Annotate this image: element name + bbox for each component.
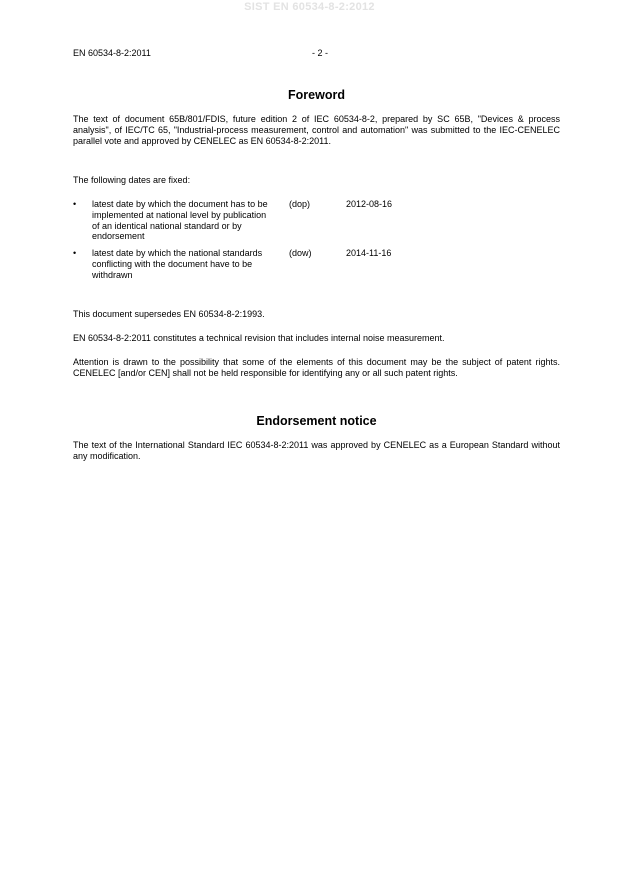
date-item-date: 2012-08-16 bbox=[346, 199, 393, 209]
date-item-abbr: (dow) bbox=[289, 248, 312, 258]
date-item-description: latest date by which the document has to be implemented at national level by publication of an identical national standard or by endorsement bbox=[92, 199, 268, 242]
dates-intro: The following dates are fixed: bbox=[73, 175, 191, 185]
date-item-date: 2014-11-16 bbox=[346, 248, 392, 258]
bullet-icon: • bbox=[73, 248, 77, 258]
date-item-description: latest date by which the national standards conflicting with the document have to be withdrawn bbox=[92, 248, 263, 280]
endorsement-paragraph: The text of the International Standard IEC 60534-8-2:2011 was approved by CENELEC as a European Standard without any modification. bbox=[73, 440, 560, 461]
supersedes-paragraph: This document supersedes EN 60534-8-2:1993. bbox=[73, 309, 265, 319]
page-number: - 2 - bbox=[311, 48, 328, 58]
revision-paragraph: EN 60534-8-2:2011 constitutes a technical revision that includes internal noise measurement. bbox=[73, 333, 445, 343]
watermark: SIST EN 60534-8-2:2012 bbox=[244, 1, 375, 13]
date-item-abbr: (dop) bbox=[289, 199, 311, 209]
endorsement-heading: Endorsement notice bbox=[256, 414, 377, 428]
patent-notice-paragraph: Attention is drawn to the possibility that some of the elements of this document may be the subject of patent rights. CENELEC [and/or CEN] shall not be held responsible for identifying any or all such patent rights. bbox=[73, 357, 560, 378]
foreword-intro-paragraph: The text of document 65B/801/FDIS, future edition 2 of IEC 60534-8-2, prepared by SC 65B, "Devices & process analysis", of IEC/TC 65, "Industrial-process measurement, control and automation" was submitted to the IEC-CENELEC parallel vote and approved by CENELEC as EN 60534-8-2:2011. bbox=[73, 114, 560, 146]
foreword-heading: Foreword bbox=[288, 88, 345, 102]
header-doc-id: EN 60534-8-2:2011 bbox=[73, 48, 151, 58]
bullet-icon: • bbox=[73, 199, 77, 209]
